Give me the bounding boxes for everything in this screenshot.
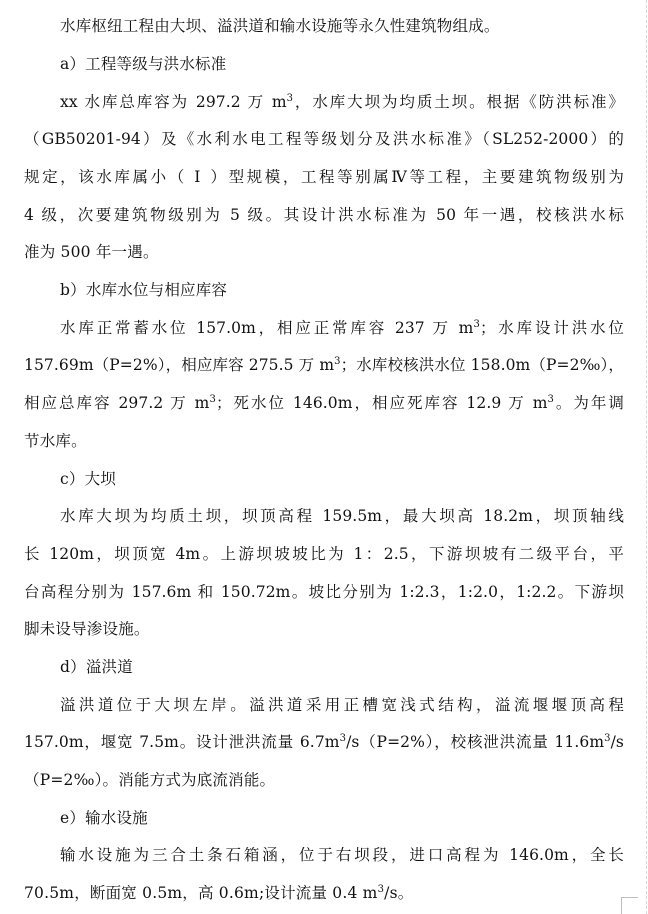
paragraph-b-line: 相应总库容 297.2 万 $m^3$；死水位 146.0m，相应死库容 12.9 万 $m^3$。为年调 [24, 394, 624, 412]
paragraph-c-line: 水库大坝为均质土坝，坝顶高程 159.5m，最大坝高 18.2m，坝顶轴线 [60, 507, 624, 525]
section-heading-a: a）工程等级与洪水标准 [60, 55, 227, 73]
paragraph-c-line: 台高程分别为 157.6m 和 150.72m。坡比分别为 1:2.3，1:2.0，1:2.2。下游坝 [24, 583, 624, 601]
paragraph-b-line: 水库正常蓄水位 157.0m，相应正常库容 237 万 $m^3$；水库设计洪水位 [60, 319, 624, 337]
paragraph-e-line: 70.5m，断面宽 0.5m，高 0.6m;设计流量 0.4 $m^3/s$。 [24, 884, 414, 902]
section-heading-c: c）大坝 [60, 470, 116, 488]
section-heading-e: e）输水设施 [60, 809, 148, 827]
page-edge-line [645, 0, 647, 914]
section-heading-b: b）水库水位与相应库容 [60, 281, 228, 299]
paragraph-c-line: 脚未设导渗设施。 [24, 620, 150, 638]
page-corner-mark [621, 897, 638, 914]
paragraph-c-line: 长 120m，坝顶宽 4m。上游坝坡坡比为 1：2.5，下游坝坡有二级平台，平 [24, 545, 624, 563]
paragraph-a-line: 准为 500 年一遇。 [24, 243, 159, 261]
paragraph-d-line: 溢洪道位于大坝左岸。溢洪道采用正槽宽浅式结构，溢流堰堰顶高程 [60, 696, 624, 714]
paragraph-intro: 水库枢纽工程由大坝、溢洪道和输水设施等永久性建筑物组成。 [60, 17, 500, 35]
paragraph-d-line: （P=2‰）。消能方式为底流消能。 [24, 771, 276, 789]
paragraph-a-line: xx 水库总库容为 297.2 万 $m^3$，水库大坝为均质土坝。根据《防洪标准》 [60, 93, 624, 111]
paragraph-a-line: （GB50201-94）及《水利水电工程等级划分及洪水标准》（SL252-2000）的 [24, 130, 624, 148]
paragraph-a-line: 4 级，次要建筑物级别为 5 级。其设计洪水标准为 50 年一遇，校核洪水标 [24, 206, 624, 224]
section-heading-d: d）溢洪道 [60, 658, 133, 676]
paragraph-a-line: 规定，该水库属小（ Ⅰ ）型规模，工程等别属Ⅳ等工程，主要建筑物级别为 [24, 168, 624, 186]
paragraph-d-line: 157.0m，堰宽 7.5m。设计泄洪流量 $6.7m^3/s(P=2\%)$，校核泄洪流量 $11.6m^3/s$ [24, 733, 624, 751]
paragraph-b-line: 节水库。 [24, 432, 87, 450]
paragraph-e-line: 输水设施为三合土条石箱涵，位于右坝段，进口高程为 146.0m，全长 [60, 846, 624, 864]
paragraph-b-line: 157.69m（P=2%），相应库容 275.5 万 $m^3$；水库校核洪水位 158.0m（P=2‰）， [24, 356, 625, 374]
